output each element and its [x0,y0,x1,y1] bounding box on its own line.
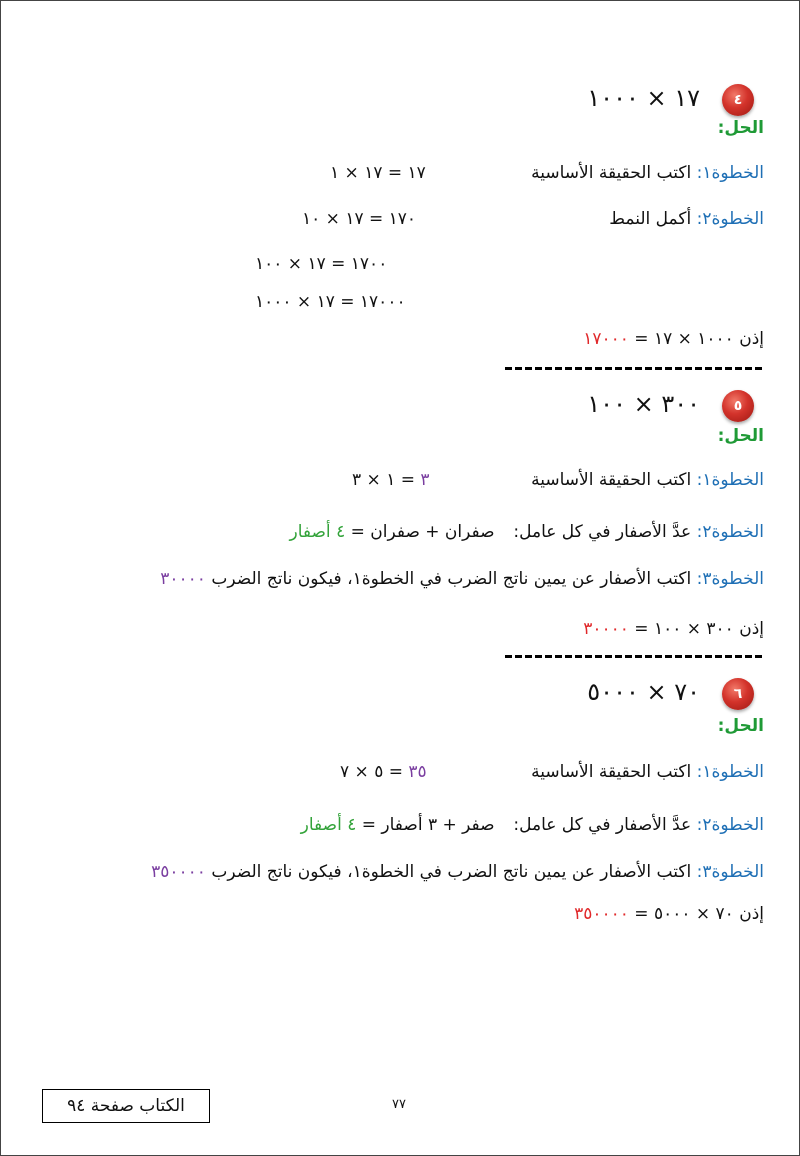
step-label: الخطوة١: [696,470,764,490]
step-equation [340,755,427,789]
equation-value: ٣ [420,470,430,490]
equation-rest: = ٥ × ٧ [340,762,403,782]
step-label: الخطوة٣: [696,862,764,882]
step-label: الخطوة١: [696,163,764,183]
step-equation: ١٧٠ = ١٧ × ١٠ [302,209,417,229]
result-line [574,897,764,931]
separator [505,367,763,370]
step-label: الخطوة٢: [696,815,764,835]
result-prefix: إذن ١٠٠٠ × ١٧ = [634,329,764,349]
equation-rest: = ١ × ٣ [352,470,415,490]
problem-expression: ١٧ × ١٠٠٠ [587,84,700,112]
step-text: عدَّ الأصفار في كل عامل: [513,522,692,542]
zeros-detail: صفران + صفران = [350,522,495,542]
step-line [531,156,764,190]
step-equation [352,463,430,497]
step-text: عدَّ الأصفار في كل عامل: [513,815,692,835]
step-text: اكتب الحقيقة الأساسية [531,470,692,490]
result-line [583,322,764,356]
step-text: اكتب الحقيقة الأساسية [531,762,692,782]
separator [505,655,763,658]
step-line [531,755,764,789]
result-prefix: إذن ٧٠ × ٥٠٠٠ = [634,904,764,924]
step-line [531,463,764,497]
result-value: ١٧٠٠٠ [583,329,629,349]
step-text: اكتب الأصفار عن يمين ناتج الضرب في الخطوة١، فيكون ناتج الضرب [211,569,692,589]
step-label: الخطوة٢: [696,522,764,542]
step-text: اكتب الأصفار عن يمين ناتج الضرب في الخطوة١، فيكون ناتج الضرب [211,862,692,882]
zeros-count: ٤ أصفار [300,815,357,835]
step-text: اكتب الحقيقة الأساسية [531,163,692,183]
solution-label: الحل: [717,426,764,446]
step-line [301,808,764,842]
result-value: ٣٥٠٠٠٠ [574,904,629,924]
product-value: ٣٥٠٠٠٠ [151,862,206,882]
problem-number-badge: ٤ [722,84,754,116]
page-number: ٧٧ [392,1097,406,1112]
result-line [583,612,764,646]
problem-expression: ٣٠٠ × ١٠٠ [587,390,700,418]
step-line [151,855,764,889]
step-text: أكمل النمط [609,209,692,229]
solution-label: الحل: [717,118,764,138]
pattern-equation: ١٧٠٠ = ١٧ × ١٠٠ [255,254,388,274]
step-equation: ١٧ = ١٧ × ١ [330,163,426,183]
product-value: ٣٠٠٠٠ [160,569,206,589]
equation-value: ٣٥ [408,762,427,782]
zeros-count: ٤ أصفار [289,522,346,542]
step-label: الخطوة٢: [696,209,764,229]
problem-number-badge: ٦ [722,678,754,710]
result-value: ٣٠٠٠٠ [583,619,629,639]
step-line [609,202,764,236]
step-label: الخطوة١: [696,762,764,782]
step-label: الخطوة٣: [696,569,764,589]
step-line [290,515,765,549]
problem-expression: ٧٠ × ٥٠٠٠ [587,678,700,706]
solution-label: الحل: [717,716,764,736]
zeros-detail: صفر + ٣ أصفار = [361,815,495,835]
problem-number-badge: ٥ [722,390,754,422]
book-page-reference: الكتاب صفحة ٩٤ [42,1089,210,1123]
pattern-equation: ١٧٠٠٠ = ١٧ × ١٠٠٠ [255,292,406,312]
result-prefix: إذن ٣٠٠ × ١٠٠ = [634,619,764,639]
step-line [160,562,764,596]
